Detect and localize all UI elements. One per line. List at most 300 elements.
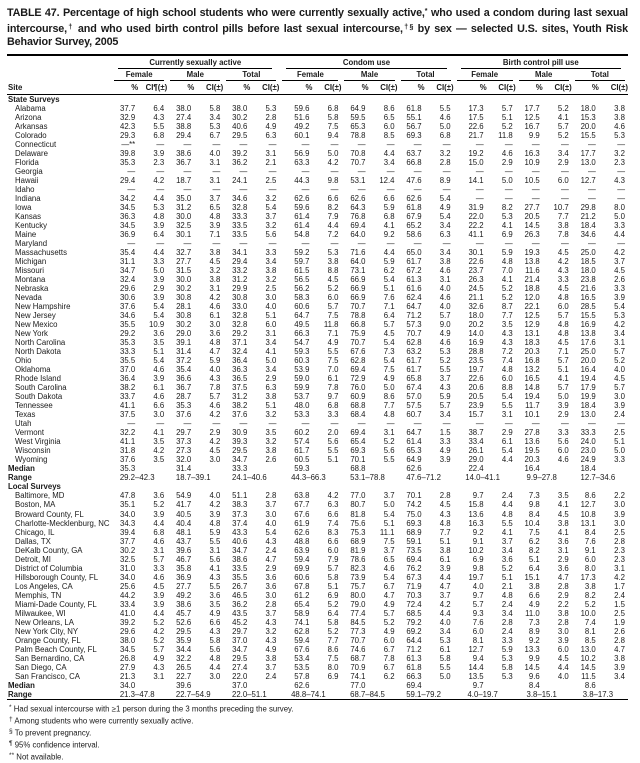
value-cell: 14.4 [468,662,484,672]
value-cell: 34.0 [120,509,136,519]
table-row [7,320,628,329]
value-cell: 39.1 [176,338,192,348]
value-cell: 13.6 [468,509,484,519]
table-row [7,663,628,672]
value-cell: 6.3 [327,500,339,510]
value-cell: 4.1 [209,563,221,573]
value-cell: 9.9 [528,130,540,140]
value-cell: 58.9 [294,608,310,618]
value-cell: 8.2 [584,590,596,600]
value-cell: 5.3 [501,653,513,663]
value-cell: 29.0 [176,329,192,339]
value-cell: 4.1 [383,221,395,230]
value-cell: 61.8 [406,202,422,212]
table-row [7,356,628,365]
value-cell: 3.2 [439,148,451,158]
site-label: New York [15,329,48,339]
value-cell: 59.6 [294,103,310,113]
value-cell: 30.6 [120,293,136,303]
table-row [7,113,628,122]
footnote-marker: * [424,8,428,15]
value-cell: 3.8 [209,248,221,258]
value-cell: 7.8 [383,653,395,663]
value-cell: 17.7 [580,148,596,158]
value-cell: 7.4 [501,356,513,366]
table-row [7,131,628,140]
value-cell: — [587,193,596,203]
value-cell: 19.7 [468,365,484,375]
title-text: and who used birth control pills before last sexual intercourse, [73,22,403,35]
value-cell: 52.6 [176,617,192,627]
value-cell: 3.0 [209,320,221,330]
value-cell: 3.5 [153,437,165,447]
sex-header-female: Female [111,69,167,81]
value-cell: 61.6 [406,284,422,294]
value-cell: — [504,139,513,149]
value-cell: 14.8 [524,383,540,393]
value-cell: 3.8 [557,608,569,618]
value-cell: 12.5 [524,112,540,122]
value-cell: 26.5 [176,662,192,672]
site-label: Tennessee [15,401,53,411]
value-cell: 44.3 [294,175,310,185]
value-cell: 3.9 [439,455,451,465]
value-cell: 3.9 [439,563,451,573]
value-cell: 4.8 [557,329,569,339]
value-cell: 6.6 [209,617,221,627]
value-cell: 63.2 [406,347,422,357]
value-cell: 16.3 [468,518,484,528]
site-label: South Carolina [15,383,67,393]
value-cell: 7.6 [383,293,395,303]
value-cell: 32.5 [176,221,192,230]
value-cell: 5.5 [209,536,221,546]
value-cell: 62.4 [406,293,422,303]
value-cell: 67.6 [294,644,310,654]
section-header-row [7,482,628,491]
summary-label: Median [8,680,35,690]
value-cell: 22.0 [468,211,484,221]
spacer-cell [599,681,628,690]
value-cell: 29.2 [120,329,136,339]
value-cell: 3.1 [265,148,277,158]
value-cell: 9.4 [327,130,339,140]
value-cell: — [127,419,136,429]
site-label: Colorado [15,130,47,140]
value-cell: 10.2 [468,545,484,555]
value-cell: 62.8 [406,338,422,348]
value-cell: 74.1 [294,617,310,627]
spacer-cell [487,681,516,690]
value-cell: 3.6 [153,329,165,339]
group-header-row [7,56,628,69]
value-cell: 37.3 [176,437,192,447]
value-cell: 8.9 [439,175,451,185]
value-cell: 9.1 [584,545,596,555]
value-cell: — [268,419,277,429]
value-cell: 3.7 [265,608,277,618]
value-cell: — [442,239,451,249]
value-cell: 4.9 [153,653,165,663]
value-cell: 4.9 [265,644,277,654]
value-cell: 34.4 [176,644,192,654]
value-cell: 40.6 [232,121,248,131]
value-cell: 4.8 [383,410,395,420]
value-cell: — [531,419,540,429]
value-cell: 5.4 [383,572,395,582]
value-cell: 59.5 [350,112,366,122]
value-cell: 23.0 [580,446,596,456]
value-cell: 2.3 [614,554,625,564]
value-cell: 75.9 [350,329,366,339]
value-cell: 4.2 [209,410,221,420]
value-cell: 29.8 [580,202,596,212]
value-cell: 16.8 [524,356,540,366]
value-cell: 5.9 [209,527,221,537]
table-row [7,248,628,257]
value-cell: — [357,419,366,429]
value-cell: 11.8 [498,130,513,140]
table-row [7,546,628,555]
value-cell: 5.8 [501,662,513,672]
value-cell: — [127,239,136,249]
value-cell: 30.8 [176,311,192,321]
footnotes [7,700,628,763]
value-cell: 17.3 [580,572,596,582]
value-cell: 6.8 [327,401,339,411]
value-cell: 4.3 [557,266,569,276]
value-cell: 21.7 [468,130,484,140]
value-cell: 5.4 [614,302,625,312]
value-cell: 35.4 [120,248,136,258]
site-label: Baltimore, MD [15,491,65,501]
value-cell: 1.5 [439,428,451,438]
value-cell: 3.1 [209,157,221,167]
sex-header-female: Female [454,69,516,81]
value-cell: 6.1 [327,374,339,384]
value-cell: 72.4 [406,599,422,609]
spacer-cell [543,681,572,690]
value-cell: 4.8 [209,211,221,221]
table-row [7,347,628,356]
value-cell: 7.1 [209,230,221,240]
value-cell: 4.8 [557,320,569,330]
value-cell: 4.4 [501,500,513,510]
value-cell: 29.5 [232,446,248,456]
value-cell: — [531,139,540,149]
table-row [7,555,628,564]
value-cell: 78.8 [350,311,366,321]
value-cell: 53.5 [294,662,310,672]
value-cell: 79.0 [350,599,366,609]
value-cell: 4.3 [439,383,451,393]
value-cell: 59.7 [294,257,310,267]
range-value: 53.1–78.8 [350,473,385,483]
value-cell: 7.7 [557,211,569,221]
value-cell: 3.3 [265,248,277,258]
value-cell: 62.8 [294,626,310,636]
value-cell: 64.7 [406,428,422,438]
value-cell: 11.5 [581,671,596,681]
site-label: Broward County, FL [15,509,84,519]
value-cell: 4.8 [209,518,221,528]
value-cell: 3.5 [501,320,513,330]
value-cell: 10.9 [524,157,540,167]
value-cell: 8.4 [584,527,596,537]
value-cell: 9.8 [327,175,339,185]
value-cell: 67.3 [406,572,422,582]
value-cell: 4.2 [614,320,625,330]
value-cell: 70.9 [350,662,366,672]
site-label: Boston, MA [15,500,56,510]
value-cell: — [442,184,451,194]
value-cell: 4.3 [265,617,277,627]
value-cell: 7.7 [501,311,513,321]
value-cell: 57.8 [294,671,310,681]
value-cell: 4.4 [614,230,625,240]
value-cell: 4.9 [265,121,277,131]
value-cell: 2.9 [557,590,569,600]
value-cell: 30.1 [468,248,484,258]
value-cell: 16.5 [580,293,596,303]
value-cell: — [183,419,192,429]
value-cell: 8.8 [327,266,339,276]
value-cell: 5.3 [265,103,277,113]
site-label: New York City, NY [15,626,79,636]
site-label: Chicago, IL [15,527,55,537]
value-cell: — [156,184,165,194]
value-cell: 18.0 [580,103,596,113]
value-cell: 5.4 [383,275,395,285]
value-cell: — [413,239,422,249]
value-cell: 6.9 [472,554,484,564]
value-cell: 3.6 [557,563,569,573]
value-cell: 66.9 [350,275,366,285]
value-cell: 60.6 [294,572,310,582]
percent-header: % [167,81,194,95]
spacer-cell [250,464,279,473]
spacer-cell [312,464,341,473]
value-cell: 5.5 [327,446,339,456]
value-cell: — [560,139,569,149]
value-cell: 80.7 [350,500,366,510]
value-cell: 33.3 [232,211,248,221]
value-cell: 22.2 [468,221,484,230]
value-cell: 36.3 [232,365,248,375]
value-cell: 66.9 [350,293,366,303]
value-cell: 4.2 [209,437,221,447]
value-cell: 5.9 [501,248,513,258]
value-cell: 3.9 [153,509,165,519]
value-cell: 5.1 [265,401,277,411]
value-cell: 3.7 [383,491,395,501]
value-cell: 65.0 [406,248,422,258]
value-cell: 59.1 [406,536,422,546]
ci-header: CI(±) [194,81,223,95]
value-cell: 4.1 [501,275,513,285]
value-cell: 73.9 [350,572,366,582]
table-row [7,401,628,410]
value-cell: — [413,139,422,149]
value-cell: 30.2 [232,112,248,122]
table-row [7,419,628,428]
value-cell: 5.3 [501,671,513,681]
value-cell: 2.8 [265,599,277,609]
value-cell: 14.0 [468,329,484,339]
value-cell: 28.5 [580,302,596,312]
value-cell: 3.9 [614,401,625,411]
value-cell: 34.5 [120,221,136,230]
value-cell: 38.0 [176,103,192,113]
value-cell: 31.1 [120,257,136,267]
value-cell: 4.1 [557,112,569,122]
value-cell: 43.5 [232,608,248,618]
value-cell: 5.7 [557,311,569,321]
value-cell: 3.8 [584,581,596,591]
value-cell: 6.3 [265,383,277,393]
median-value: 34.0 [120,680,136,690]
value-cell: — [239,239,248,249]
value-cell: 4.3 [501,329,513,339]
value-cell: 2.8 [265,491,277,501]
value-cell: 6.1 [439,644,451,654]
value-cell: 57.5 [406,401,422,411]
value-cell: 4.5 [557,653,569,663]
value-cell: 14.5 [580,662,596,672]
value-cell: 34.6 [120,311,136,321]
value-cell: 37.0 [232,635,248,645]
value-cell: 3.3 [614,284,625,294]
value-cell: — [212,239,221,249]
median-value: 8.6 [584,680,596,690]
value-cell: 57.3 [406,320,422,330]
value-cell: 3.0 [209,671,221,681]
value-cell: 4.0 [265,302,277,312]
value-cell: 53.3 [294,410,310,420]
value-cell: 3.0 [614,392,625,402]
table-row [7,582,628,591]
table-row [7,293,628,302]
value-cell: 3.1 [614,563,625,573]
percent-header: % [111,81,138,95]
value-cell: 13.2 [524,365,540,375]
value-cell: 69.2 [406,626,422,636]
value-cell: 11.8 [323,320,339,330]
value-cell: 6.0 [327,545,339,555]
value-cell: 3.8 [439,257,451,267]
value-cell: 38.6 [176,148,192,158]
value-cell: — [357,184,366,194]
value-cell: 34.3 [120,518,136,528]
value-cell: 3.3 [327,410,339,420]
value-cell: 13.0 [580,644,596,654]
value-cell: — [301,239,310,249]
median-value: 62.6 [294,680,310,690]
value-cell: 35.3 [120,157,136,167]
value-cell: 39.2 [120,617,136,627]
value-cell: 32.6 [468,302,484,312]
value-cell: 69.3 [350,446,366,456]
value-cell: 5.4 [501,446,513,456]
value-cell: 53.7 [294,392,310,402]
value-cell: 5.0 [439,671,451,681]
value-cell: — [183,184,192,194]
table-title [7,5,628,56]
value-cell: 6.5 [209,202,221,212]
value-cell: 3.7 [265,211,277,221]
value-cell: 5.8 [327,112,339,122]
value-cell: 30.2 [176,284,192,294]
median-value: 35.3 [120,464,136,474]
value-cell: 4.6 [209,401,221,411]
value-cell: 3.8 [265,392,277,402]
value-cell: 3.9 [557,401,569,411]
value-cell: 3.4 [439,626,451,636]
value-cell: 3.2 [265,275,277,285]
value-cell: 20.3 [524,347,540,357]
value-cell: 61.3 [406,275,422,285]
value-cell: 7.5 [327,311,339,321]
value-cell: 4.0 [557,671,569,681]
value-cell: 3.9 [614,662,625,672]
value-cell: 4.3 [209,572,221,582]
site-header-label: Site [8,82,23,92]
value-cell: 5.6 [327,437,339,447]
value-cell: 2.4 [614,410,625,420]
site-label: North Carolina [15,338,66,348]
site-label: Iowa [15,202,32,212]
value-cell: 2.1 [265,157,277,167]
value-cell: 5.0 [153,266,165,276]
value-cell: 5.1 [153,347,165,357]
value-cell: 35.9 [176,635,192,645]
value-cell: 25.6 [120,581,136,591]
value-cell: 4.0 [209,491,221,501]
value-cell: 5.3 [439,347,451,357]
value-cell: 2.2 [614,491,625,501]
value-cell: 3.7 [383,545,395,555]
value-cell: 12.7 [580,500,596,510]
value-cell: 22.0 [232,671,248,681]
value-cell: 34.1 [232,248,248,258]
value-cell: 41.7 [176,500,192,510]
value-cell: 11.7 [525,401,540,411]
value-cell: — [617,139,625,149]
value-cell: 5.2 [557,103,569,113]
value-cell: 5.4 [265,527,277,537]
value-cell: 3.1 [265,329,277,339]
site-label: Florida [15,157,39,167]
table-row [7,455,628,464]
table-row [7,302,628,311]
value-cell: 29.0 [468,455,484,465]
site-label: Ohio [15,356,32,366]
value-cell: 3.6 [209,590,221,600]
value-cell: 4.6 [501,148,513,158]
value-cell: 5.0 [614,446,625,456]
value-cell: 2.8 [614,635,625,645]
value-cell: — [587,139,596,149]
site-label: DeKalb County, GA [15,545,83,555]
value-cell: 4.0 [439,617,451,627]
value-cell: 21.2 [580,211,596,221]
value-cell: 3.0 [557,626,569,636]
value-cell: 7.3 [383,347,395,357]
value-cell: 22.1 [524,302,540,312]
footnote: ¶ 95% confidence interval. [9,740,100,750]
value-cell: 66.8 [406,157,422,167]
value-cell: 5.9 [383,257,395,267]
